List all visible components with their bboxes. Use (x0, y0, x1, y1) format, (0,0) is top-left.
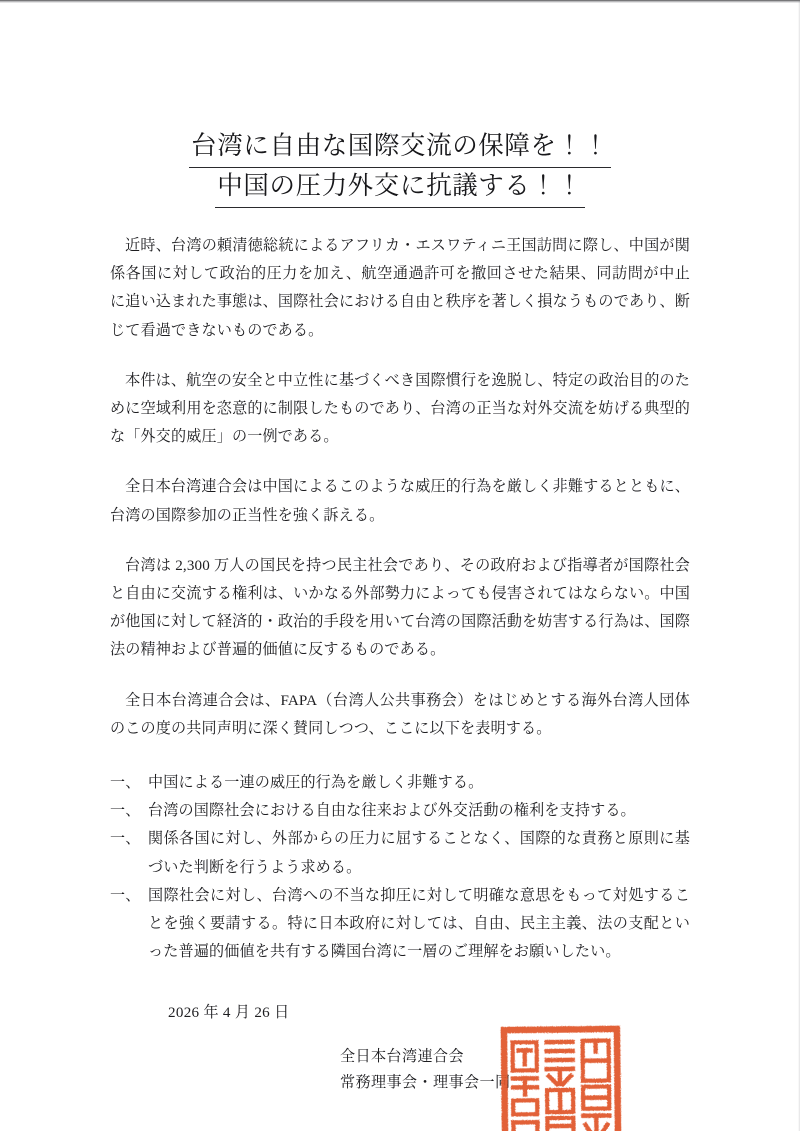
signature-organization: 全日本台湾連合会 (340, 1049, 464, 1066)
paragraph-2: 本件は、航空の安全と中立性に基づくべき国際慣行を逸脱し、特定の政治目的のために空域利用を恣意的に制限したものであり、台湾の正当な対外交流を妨げる典型的な「外交的威圧」の一例である。 (110, 372, 690, 446)
paragraph-5: 全日本台湾連合会は、FAPA（台湾人公共事務会）をはじめとする海外台湾人団体のこの度の共同声明に深く賛同しつつ、ここに以下を表明する。 (110, 692, 690, 737)
demand-marker-4: 一、 (110, 887, 141, 904)
red-square-seal-icon (498, 1024, 623, 1131)
demand-marker-3: 一、 (110, 831, 141, 848)
demand-text-3: 関係各国に対し、外部からの圧力に屈することなく、国際的な責務と原則に基づいた判断を行うよう求める。 (148, 831, 690, 876)
demand-item-4 (110, 882, 690, 967)
demand-text-1: 中国による一連の威圧的行為を厳しく非難する。 (148, 775, 484, 792)
demands-list (0, 769, 800, 966)
title-line-2-text: 中国の圧力外交に抗議する！！ (215, 168, 584, 208)
document-title (0, 128, 800, 208)
body-paragraphs (0, 232, 800, 743)
demand-text-2: 台湾の国際社会における自由な往来および外交活動の権利を支持する。 (148, 803, 636, 820)
signature-block (0, 1044, 800, 1131)
paragraph-4: 台湾は 2,300 万人の国民を持つ民主社会であり、その政府および指導者が国際社会と自由に交流する権利は、いかなる外部勢力によっても侵害されてはならない。中国が他国に対して経済的・政治的手段を用いて台湾の国際活動を妨害する行為は、国際法の精神および普遍的価値に反するものである。 (110, 557, 690, 659)
title-line-1-text: 台湾に自由な国際交流の保障を！！ (189, 128, 611, 168)
title-line-1 (0, 128, 800, 168)
demand-marker-1: 一、 (110, 775, 141, 792)
title-line-2 (0, 168, 800, 208)
document-date: 2026 年 4 月 26 日 (168, 1005, 290, 1022)
demand-item-2 (110, 797, 690, 825)
signature-body: 常務理事会・理事会一同 (340, 1075, 511, 1092)
demand-item-3 (110, 825, 690, 881)
demand-text-4: 国際社会に対し、台湾への不当な抑圧に対して明確な意思をもって対処することを強く要請する。特に日本政府に対しては、自由、民主主義、法の支配といった普遍的価値を共有する隣国台湾に一層のご理解をお願いしたい。 (148, 887, 690, 961)
demand-item-1 (110, 769, 690, 797)
paragraph-3: 全日本台湾連合会は中国によるこのような威圧的行為を厳しく非難するとともに、台湾の国際参加の正当性を強く訴える。 (110, 479, 690, 524)
demand-marker-2: 一、 (110, 803, 141, 820)
paragraph-1: 近時、台湾の頼清徳総統によるアフリカ・エスワティニ王国訪問に際し、中国が関係各国に対して政治的圧力を加え、航空通過許可を撤回させた結果、同訪問が中止に追い込まれた事態は、国際社会における自由と秩序を著しく損なうものであり、断じて看過できないものである。 (110, 238, 690, 339)
